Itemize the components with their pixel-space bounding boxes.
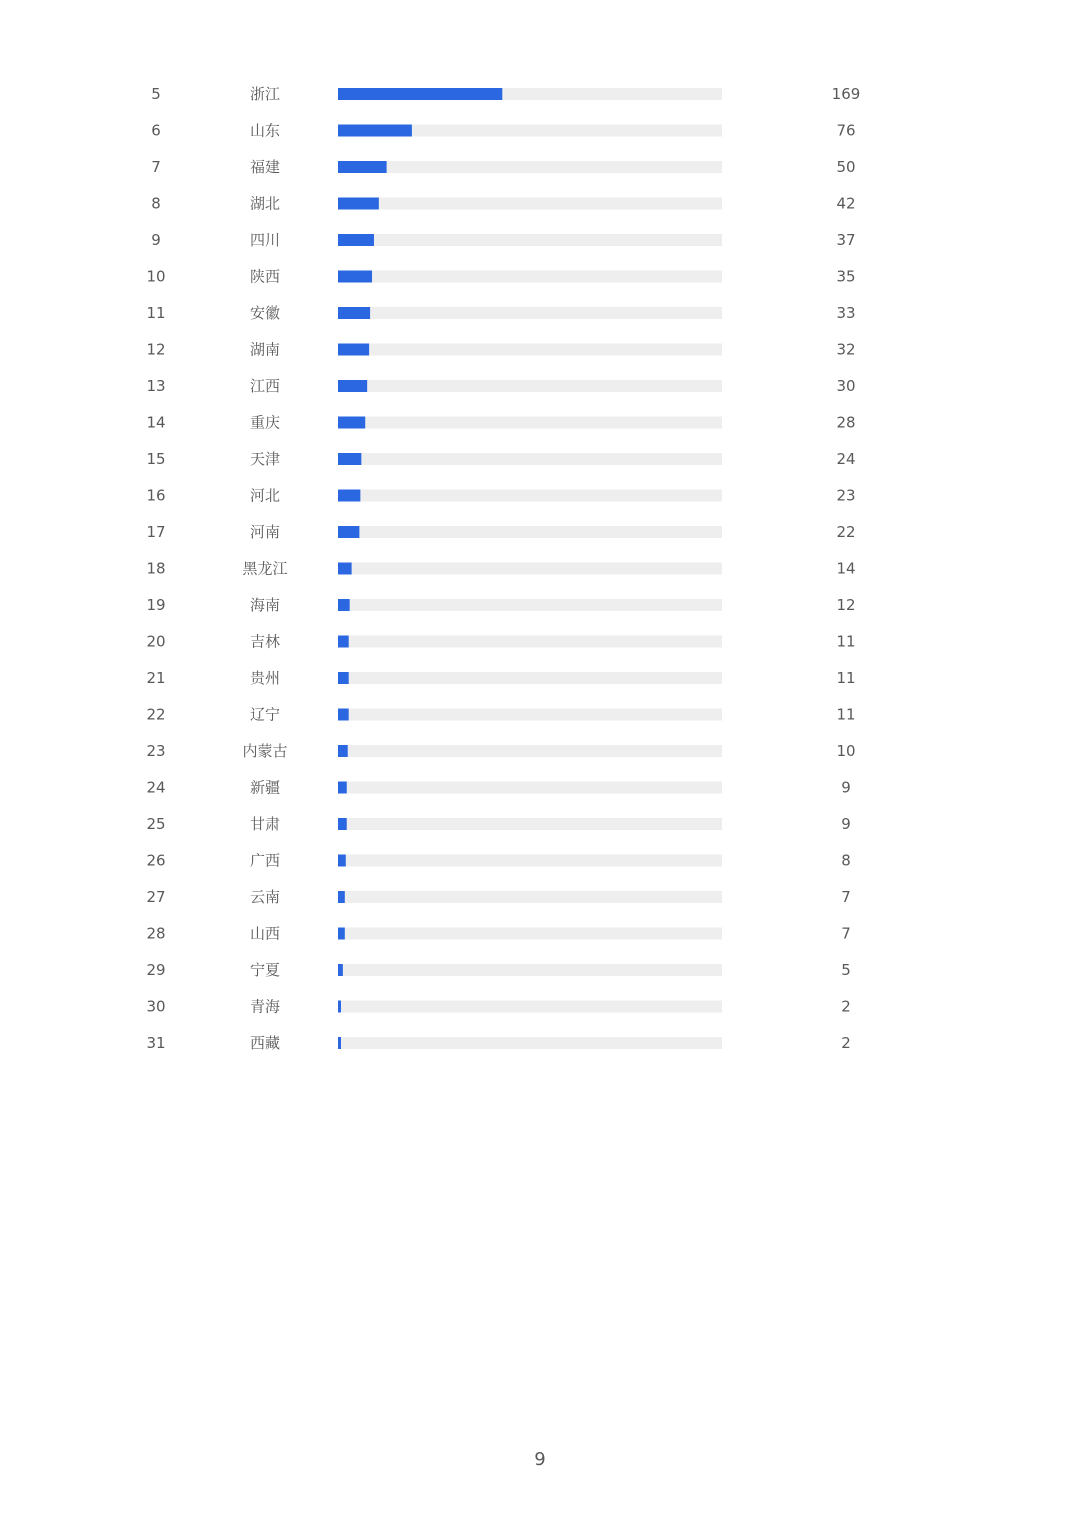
value-bar bbox=[338, 88, 502, 100]
province-label: 新疆 bbox=[249, 778, 281, 797]
province-label: 西藏 bbox=[249, 1034, 281, 1052]
value-label: 22 bbox=[836, 523, 856, 541]
value-bar bbox=[338, 490, 360, 502]
bar-track bbox=[338, 490, 722, 502]
value-bar bbox=[338, 344, 369, 356]
value-label: 9 bbox=[841, 778, 851, 797]
chart-row bbox=[151, 231, 855, 249]
chart-row bbox=[146, 669, 855, 687]
value-bar bbox=[338, 1001, 341, 1013]
value-label: 37 bbox=[836, 231, 856, 249]
value-label: 12 bbox=[836, 596, 856, 614]
value-bar bbox=[338, 1037, 341, 1049]
bar-track bbox=[338, 1037, 722, 1049]
province-label: 浙江 bbox=[249, 85, 281, 103]
value-bar bbox=[338, 745, 348, 757]
province-label: 黑龙江 bbox=[242, 559, 288, 578]
value-bar bbox=[338, 198, 379, 210]
value-bar bbox=[338, 672, 349, 684]
bar-track bbox=[338, 818, 722, 830]
province-label: 江西 bbox=[249, 377, 281, 395]
province-label: 湖南 bbox=[249, 340, 281, 359]
province-label: 辽宁 bbox=[249, 705, 281, 724]
value-bar bbox=[338, 563, 352, 575]
value-bar bbox=[338, 855, 346, 867]
province-label: 海南 bbox=[249, 596, 281, 614]
province-label: 四川 bbox=[249, 231, 281, 249]
rank-label: 28 bbox=[146, 924, 166, 943]
rank-label: 29 bbox=[146, 961, 166, 979]
province-label: 贵州 bbox=[249, 669, 281, 687]
value-bar bbox=[338, 453, 361, 465]
chart-row bbox=[146, 487, 855, 505]
value-bar bbox=[338, 928, 345, 940]
value-label: 23 bbox=[836, 486, 856, 505]
value-bar bbox=[338, 709, 349, 721]
rank-label: 19 bbox=[146, 596, 166, 614]
province-label: 吉林 bbox=[249, 632, 281, 651]
bar-track bbox=[338, 709, 722, 721]
province-label: 福建 bbox=[249, 158, 281, 176]
chart-row bbox=[146, 888, 850, 906]
bar-track bbox=[338, 599, 722, 611]
rank-label: 21 bbox=[146, 669, 166, 687]
value-label: 169 bbox=[831, 85, 861, 103]
chart-row bbox=[146, 1034, 850, 1052]
chart-row bbox=[146, 742, 855, 760]
rank-label: 22 bbox=[146, 705, 166, 724]
rank-label: 15 bbox=[146, 450, 166, 468]
province-label: 甘肃 bbox=[249, 815, 281, 833]
value-label: 14 bbox=[836, 559, 856, 578]
value-bar bbox=[338, 125, 412, 137]
province-label: 陕西 bbox=[249, 267, 281, 286]
chart-row bbox=[146, 925, 850, 943]
value-label: 8 bbox=[841, 851, 851, 870]
province-label: 湖北 bbox=[249, 194, 281, 213]
value-bar bbox=[338, 380, 367, 392]
province-label: 河北 bbox=[249, 486, 281, 505]
value-label: 11 bbox=[836, 669, 856, 687]
value-label: 35 bbox=[836, 267, 856, 286]
value-bar bbox=[338, 417, 365, 429]
value-label: 32 bbox=[836, 340, 856, 359]
chart-row bbox=[146, 596, 855, 614]
chart-row bbox=[146, 304, 855, 322]
province-label: 重庆 bbox=[249, 413, 281, 432]
chart-row bbox=[146, 377, 855, 395]
province-label: 天津 bbox=[249, 450, 281, 468]
bar-track bbox=[338, 344, 722, 356]
bar-track bbox=[338, 855, 722, 867]
value-bar bbox=[338, 818, 347, 830]
rank-label: 12 bbox=[146, 340, 166, 359]
value-label: 30 bbox=[836, 377, 856, 395]
province-label: 青海 bbox=[249, 997, 281, 1016]
bar-track bbox=[338, 271, 722, 283]
bar-track bbox=[338, 417, 722, 429]
chart-row bbox=[146, 779, 850, 797]
value-bar bbox=[338, 891, 345, 903]
province-label: 安徽 bbox=[249, 304, 281, 322]
chart-row bbox=[146, 560, 855, 578]
province-label: 广西 bbox=[249, 851, 281, 870]
chart-row bbox=[151, 85, 860, 103]
value-label: 33 bbox=[836, 304, 856, 322]
bar-track bbox=[338, 928, 722, 940]
bar-track bbox=[338, 964, 722, 976]
bar-track bbox=[338, 307, 722, 319]
rank-label: 10 bbox=[146, 267, 166, 286]
value-label: 5 bbox=[841, 961, 851, 979]
rank-label: 8 bbox=[151, 194, 161, 213]
value-label: 11 bbox=[836, 632, 856, 651]
bar-track bbox=[338, 161, 722, 173]
rank-label: 30 bbox=[146, 997, 166, 1016]
chart-row bbox=[146, 633, 855, 651]
rank-label: 24 bbox=[146, 778, 166, 797]
chart-row bbox=[146, 815, 850, 833]
chart-row bbox=[146, 961, 850, 979]
bar-track bbox=[338, 380, 722, 392]
rank-label: 5 bbox=[151, 85, 161, 103]
value-bar bbox=[338, 636, 349, 648]
value-bar bbox=[338, 161, 387, 173]
value-bar bbox=[338, 526, 359, 538]
rank-label: 20 bbox=[146, 632, 166, 651]
rank-label: 14 bbox=[146, 413, 166, 432]
value-bar bbox=[338, 271, 372, 283]
chart-row bbox=[151, 195, 855, 213]
rank-label: 11 bbox=[146, 304, 166, 322]
rank-label: 16 bbox=[146, 486, 166, 505]
chart-row bbox=[146, 706, 855, 724]
province-label: 内蒙古 bbox=[242, 742, 288, 760]
value-label: 24 bbox=[836, 450, 856, 468]
chart-row bbox=[146, 523, 855, 541]
value-label: 76 bbox=[836, 121, 856, 140]
bar-track bbox=[338, 198, 722, 210]
bar-track bbox=[338, 453, 722, 465]
rank-label: 6 bbox=[151, 121, 161, 140]
chart-row bbox=[146, 268, 855, 286]
rank-label: 27 bbox=[146, 888, 166, 906]
rank-label: 23 bbox=[146, 742, 166, 760]
chart-row bbox=[146, 998, 850, 1016]
bar-track bbox=[338, 234, 722, 246]
value-bar bbox=[338, 599, 350, 611]
value-label: 7 bbox=[841, 924, 851, 943]
chart-row bbox=[151, 158, 855, 176]
value-bar bbox=[338, 307, 370, 319]
province-label: 河南 bbox=[249, 523, 281, 541]
bar-track bbox=[338, 526, 722, 538]
value-label: 10 bbox=[836, 742, 856, 760]
rank-label: 13 bbox=[146, 377, 166, 395]
bar-track bbox=[338, 1001, 722, 1013]
chart-row bbox=[146, 341, 855, 359]
bar-track bbox=[338, 672, 722, 684]
value-bar bbox=[338, 964, 343, 976]
value-label: 42 bbox=[836, 194, 856, 213]
bar-track bbox=[338, 636, 722, 648]
bar-track bbox=[338, 891, 722, 903]
chart-row bbox=[146, 852, 850, 870]
chart-row bbox=[151, 122, 855, 140]
value-label: 50 bbox=[836, 158, 856, 176]
value-bar bbox=[338, 782, 347, 794]
province-label: 山西 bbox=[249, 924, 281, 943]
value-bar bbox=[338, 234, 374, 246]
bar-track bbox=[338, 563, 722, 575]
rank-label: 31 bbox=[146, 1034, 166, 1052]
rank-label: 7 bbox=[151, 158, 161, 176]
province-label: 山东 bbox=[249, 121, 281, 140]
bar-track bbox=[338, 745, 722, 757]
value-label: 2 bbox=[841, 997, 851, 1016]
value-label: 2 bbox=[841, 1034, 851, 1052]
value-label: 9 bbox=[841, 815, 851, 833]
rank-label: 18 bbox=[146, 559, 166, 578]
province-label: 云南 bbox=[249, 888, 281, 906]
page-number: 9 bbox=[534, 1449, 546, 1470]
province-label: 宁夏 bbox=[249, 961, 281, 979]
value-label: 11 bbox=[836, 705, 856, 724]
rank-label: 26 bbox=[146, 851, 166, 870]
value-label: 7 bbox=[841, 888, 851, 906]
chart-row bbox=[146, 414, 855, 432]
bar-track bbox=[338, 782, 722, 794]
value-label: 28 bbox=[836, 413, 856, 432]
rank-label: 17 bbox=[146, 523, 166, 541]
rank-label: 25 bbox=[146, 815, 166, 833]
rank-label: 9 bbox=[151, 231, 161, 249]
chart-row bbox=[146, 450, 855, 468]
